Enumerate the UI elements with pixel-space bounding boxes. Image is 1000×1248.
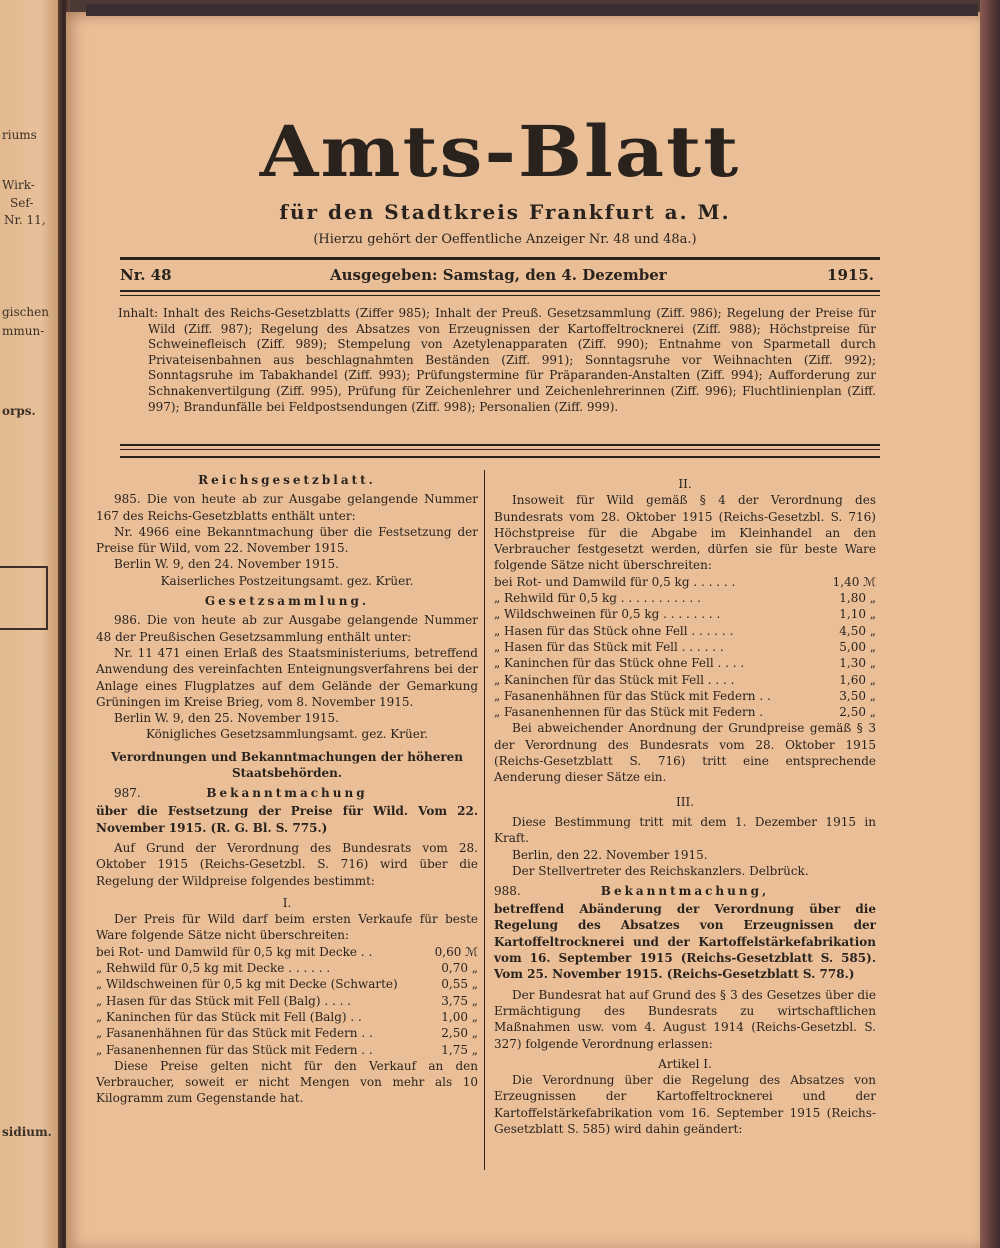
paragraph: Berlin W. 9, den 25. November 1915. [114, 711, 339, 726]
left-fragment: mmun- [2, 324, 45, 338]
rule [120, 449, 880, 450]
price-value: 4,50 „ [839, 623, 876, 638]
price-row [96, 944, 478, 960]
left-fragment: sidium. [2, 1125, 52, 1139]
left-box [0, 566, 48, 630]
price-label: „ Wildschweinen für 0,5 kg mit Decke (Schwarte) [96, 977, 398, 992]
left-fragment: Sef- [10, 196, 34, 210]
paragraph: Insoweit für Wild gemäß § 4 der Verordnung des Bundesrats vom 28. Oktober 1915 (Reichs-Gesetzbl. S. 716) Höchstpreise für die Abgabe im Kleinhandel an den Verbraucher festgesetzt werden, dürfen sie für beste Ware folgende Sätze nicht überschreiten: [494, 493, 876, 573]
notice-subtitle: betreffend Abänderung der Verordnung über die Regelung des Absatzes von Erzeugnissen der Kartoffeltrocknerei und der Kartoffelstärkefabrikation vom 16. September 1915 (Reichs-Gesetzblatt S. 585). Vom 25. November 1915. (Reichs-Gesetzblatt S. 778.) [494, 902, 876, 982]
price-value: 5,00 „ [839, 639, 876, 654]
price-value: 1,60 „ [839, 672, 876, 687]
price-label: „ Fasanenhennen für das Stück mit Federn . . [96, 1042, 373, 1057]
price-value: 2,50 „ [839, 705, 876, 720]
price-value: 0,70 „ [441, 961, 478, 976]
price-row [96, 1025, 478, 1041]
paragraph: Der Preis für Wild darf beim ersten Verkaufe für beste Ware folgende Sätze nicht überschreiten: [96, 912, 478, 943]
item-number: 988. [494, 884, 521, 899]
price-row [494, 606, 876, 622]
rule [120, 444, 880, 446]
price-value: 0,60 ℳ [434, 944, 478, 959]
paragraph: Berlin, den 22. November 1915. [512, 847, 708, 862]
notice-988-header [494, 883, 876, 901]
paragraph: Nr. 4966 eine Bekanntmachung über die Festsetzung der Preise für Wild, vom 22. November 1915. [96, 524, 478, 556]
paragraph: Bei abweichender Anordnung der Grundpreise gemäß § 3 der Verordnung des Bundesrats vom 28. Oktober 1915 (Reichs-Gesetzblatt S. 716) tritt eine entsprechende Aenderung dieser Sätze ein. [494, 721, 876, 785]
page-edge [980, 0, 1000, 1248]
paragraph: Der Bundesrat hat auf Grund des § 3 des Gesetzes über die Ermächtigung des Bundesrats zu wirtschaftlichen Maßnahmen usw. vom 4. August 1914 (Reichs-Gesetzbl. S. 327) folgende Verordnung erlassen: [494, 987, 876, 1051]
issue-number: Nr. 48 [120, 266, 172, 284]
price-row [494, 688, 876, 704]
section-heading: Reichsgesetzblatt. [198, 473, 376, 487]
price-label: „ Wildschweinen für 0,5 kg . . . . . . . . [494, 607, 721, 622]
price-value: 3,75 „ [441, 993, 478, 1008]
signature: Der Stellvertreter des Reichskanzlers. Delbrück. [512, 863, 809, 878]
price-value: 1,00 „ [441, 1009, 478, 1024]
price-row [494, 655, 876, 671]
left-fragment: orps. [2, 404, 36, 418]
left-column [96, 468, 478, 1107]
left-page [0, 0, 58, 1248]
paragraph: Die Verordnung über die Regelung des Absatzes von Erzeugnissen der Kartoffeltrocknerei und der Kartoffelstärkefabrikation vom 16. September 1915 (Reichs-Gesetzblatt S. 585) wird dahin geändert: [494, 1073, 876, 1136]
section-number: III. [675, 794, 695, 809]
price-label: „ Kaninchen für das Stück mit Fell (Balg) . . [96, 1009, 362, 1024]
right-column [494, 476, 876, 1137]
price-label: „ Rehwild für 0,5 kg . . . . . . . . . . . [494, 591, 701, 606]
paragraph: Auf Grund der Verordnung des Bundesrats vom 28. Oktober 1915 (Reichs-Gesetzbl. S. 716) wird über die Regelung der Wildpreise folgendes bestimmt: [96, 840, 478, 888]
price-label: „ Hasen für das Stück mit Fell (Balg) . . . . [96, 993, 352, 1008]
price-row [494, 672, 876, 688]
paragraph: Berlin W. 9, den 24. November 1915. [114, 557, 339, 572]
price-row [494, 623, 876, 639]
price-label: „ Fasanenhähnen für das Stück mit Federn . . [96, 1026, 373, 1041]
masthead-title: Amts-Blatt [259, 110, 741, 193]
rule [120, 456, 880, 458]
price-row [96, 976, 478, 992]
left-fragment: Wirk- [2, 178, 35, 192]
issue-date: Ausgegeben: Samstag, den 4. Dezember [330, 266, 667, 284]
notice-subtitle: über die Festsetzung der Preise für Wild. Vom 22. November 1915. (R. G. Bl. S. 775.) [96, 804, 478, 835]
price-value: 1,40 ℳ [832, 574, 876, 589]
top-binding [86, 4, 978, 16]
price-row [96, 1009, 478, 1025]
price-row [494, 574, 876, 590]
article-heading: Artikel I. [658, 1056, 712, 1071]
price-row [96, 960, 478, 976]
price-value: 3,50 „ [839, 688, 876, 703]
price-label: „ Hasen für das Stück ohne Fell . . . . . . [494, 623, 734, 638]
paragraph: Nr. 11 471 einen Erlaß des Staatsministeriums, betreffend Anwendung des vereinfachten Enteignungsverfahrens bei der Anlage eines Flugplatzes auf dem Gelände der Gemarkung Grüningen im Kreise Brieg, vom 8. November 1915. [96, 645, 478, 709]
paragraph: 986. Die von heute ab zur Ausgabe gelangende Nummer 48 der Preußischen Gesetzsammlung enthält unter: [96, 613, 478, 644]
notice-heading: Bekanntmachung [206, 786, 368, 801]
price-value: 2,50 „ [441, 1026, 478, 1041]
price-row [96, 1042, 478, 1058]
column-divider [484, 470, 485, 1170]
section-number: I. [282, 895, 292, 910]
left-fragment: gischen [2, 305, 49, 319]
section-number: II. [678, 477, 692, 491]
price-row [494, 590, 876, 606]
masthead-note: (Hierzu gehört der Oeffentliche Anzeiger Nr. 48 und 48a.) [313, 232, 697, 247]
rule [120, 295, 880, 296]
section-heading: Gesetzsammlung. [204, 594, 370, 609]
paragraph: Diese Preise gelten nicht für den Verkauf an den Verbraucher, soweit er nicht Mengen von mehr als 10 Kilogramm zum Gegenstande hat. [96, 1058, 478, 1106]
price-value: 1,30 „ [839, 656, 876, 671]
notice-heading: Bekanntmachung, [600, 884, 770, 899]
signature: Königliches Gesetzsammlungsamt. gez. Krüer. [145, 727, 429, 742]
table-of-contents: Inhalt: Inhalt des Reichs-Gesetzblatts (Ziffer 985); Inhalt der Preuß. Gesetzsammlung (Ziff. 986); Regelung der Preise für Wild (Ziff. 987); Regelung des Absatzes von Erzeugnissen der Kartoffeltrocknerei (Ziff. 988); Höchstpreise für Schweinefleisch (Ziff. 989); Stempelung von Azetylenapparaten (Ziff. 990); Entnahme von Sparmetall durch Privateisenbahnen aus beschlagnahmten Beständen (Ziff. 991); Sonntagsruhe vor Weihnachten (Ziff. 992); Sonntagsruhe im Tabakhandel (Ziff. 993); Prüfungstermine für Präparanden-Anstalten (Ziff. 994); Aufforderung zur Schnakenvertilgung (Ziff. 995), Prüfung für Zeichenlehrer und Zeichenlehrerinnen (Ziff. 996); Fluchtlinienplan (Ziff. 997); Brandunfälle bei Feldpostsendungen (Ziff. 998); Personalien (Ziff. 999). [118, 306, 876, 414]
section-heading: Verordnungen und Bekanntmachungen der höheren Staatsbehörden. [110, 749, 464, 781]
left-fragment: riums [2, 128, 37, 142]
price-row [494, 639, 876, 655]
price-row [494, 704, 876, 720]
price-value: 0,55 „ [441, 977, 478, 992]
price-list [494, 574, 876, 721]
price-value: 1,10 „ [839, 607, 876, 622]
rule [120, 257, 880, 260]
signature: Kaiserliches Postzeitungsamt. gez. Krüer. [160, 573, 414, 588]
notice-987-header [96, 785, 478, 803]
price-label: „ Hasen für das Stück mit Fell . . . . . . [494, 639, 724, 654]
issue-line [120, 266, 880, 288]
issue-year: 1915. [827, 266, 874, 284]
rule [120, 290, 880, 292]
left-fragment: Nr. 11, [4, 213, 46, 227]
price-label: „ Rehwild für 0,5 kg mit Decke . . . . . . [96, 961, 331, 976]
price-label: „ Fasanenhähnen für das Stück mit Federn . . [494, 688, 771, 703]
price-label: „ Fasanenhennen für das Stück mit Federn . [494, 705, 764, 720]
paragraph: Diese Bestimmung tritt mit dem 1. Dezember 1915 in Kraft. [494, 814, 876, 846]
price-list [96, 944, 478, 1058]
price-label: „ Kaninchen für das Stück mit Fell . . . . [494, 672, 735, 687]
price-label: bei Rot- und Damwild für 0,5 kg . . . . . . [494, 574, 736, 589]
price-label: „ Kaninchen für das Stück ohne Fell . . . . [494, 656, 745, 671]
paragraph: 985. Die von heute ab zur Ausgabe gelangende Nummer 167 des Reichs-Gesetzblatts enthält unter: [96, 492, 478, 523]
price-value: 1,75 „ [441, 1042, 478, 1057]
price-row [96, 993, 478, 1009]
price-label: bei Rot- und Damwild für 0,5 kg mit Decke . . [96, 944, 373, 959]
masthead-subtitle: für den Stadtkreis Frankfurt a. M. [279, 200, 731, 224]
price-value: 1,80 „ [839, 591, 876, 606]
item-number: 987. [114, 786, 141, 801]
